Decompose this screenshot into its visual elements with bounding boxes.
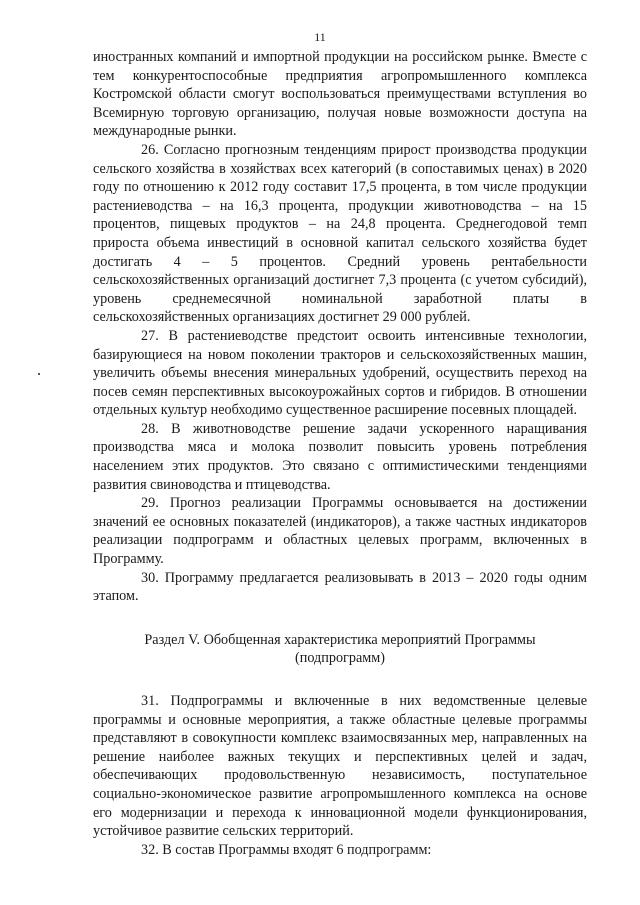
section-heading-line-2: (подпрограмм) (295, 650, 385, 667)
scan-mark (38, 373, 40, 375)
page-number: 11 (314, 30, 326, 44)
document-body (93, 48, 587, 859)
paragraph-30: 30. Программу предлагается реализовывать в 2013 – 2020 годы одним этапом. (93, 569, 587, 605)
paragraph-31: 31. Подпрограммы и включенные в них ведомственные целевые программы и основные мероприятия, а также областные целевые программы представляют в совокупности комплекс взаимосвязанных мер, направленных на решение наиболее важных текущих и перспективных целей и задач, обеспечивающих продовольственную независимость, поступательное социально-экономическое развитие агропромышленного комплекса на основе его модернизации и перехода к инновационной модели функционирования, устойчивое развитие сельских территорий. (93, 693, 587, 840)
paragraph-27: 27. В растениеводстве предстоит освоить интенсивные технологии, базирующиеся на новом поколении тракторов и сельскохозяйственных машин, увеличить объемы внесения минеральных удобрений, осуществить переход на посев семян перспективных высокоурожайных сортов и гибридов. В отношении отдельных культур необходимо существенное расширение посевных площадей. (93, 327, 587, 419)
paragraph-26: 26. Согласно прогнозным тенденциям прирост производства продукции сельского хозяйства в хозяйствах всех категорий (в сопоставимых ценах) в 2020 году по отношению к 2012 году составит 17,5 процента, в том числе продукции растениеводства – на 16,3 процента, продукции животноводства – на 15 процентов, пищевых продуктов – на 24,8 процента. Среднегодовой темп прироста объема инвестиций в основной капитал сельского хозяйства будет достигать 4 – 5 процентов. Средний уровень рентабельности сельскохозяйственных организаций достигнет 7,3 процента (с учетом субсидий), уровень среднемесячной номинальной заработной платы в сельскохозяйственных организациях достигнет 29 000 рублей. (93, 141, 587, 326)
paragraph-continuation: иностранных компаний и импортной продукции на российском рынке. Вместе с тем конкурентоспособные предприятия агропромышленного комплекса Костромской области смогут воспользоваться преимуществами вступления во Всемирную торговую организацию, получая новые возможности доступа на международные рынки. (93, 49, 587, 140)
section-heading-line-1: Раздел V. Обобщенная характеристика мероприятий Программы (144, 631, 536, 648)
paragraph-28: 28. В животноводстве решение задачи ускоренного наращивания производства мяса и молока позволит повысить уровень потребления населением этих продуктов. Это связано с оптимистическими тенденциями развития свиноводства и птицеводства. (93, 420, 587, 493)
paragraph-32: 32. В состав Программы входят 6 подпрограмм: (141, 841, 432, 858)
paragraph-29: 29. Прогноз реализации Программы основывается на достижении значений ее основных показателей (индикаторов), а также частных индикаторов реализации подпрограмм и областных целевых программ, включенных в Программу. (93, 495, 587, 568)
section-heading (93, 631, 587, 668)
